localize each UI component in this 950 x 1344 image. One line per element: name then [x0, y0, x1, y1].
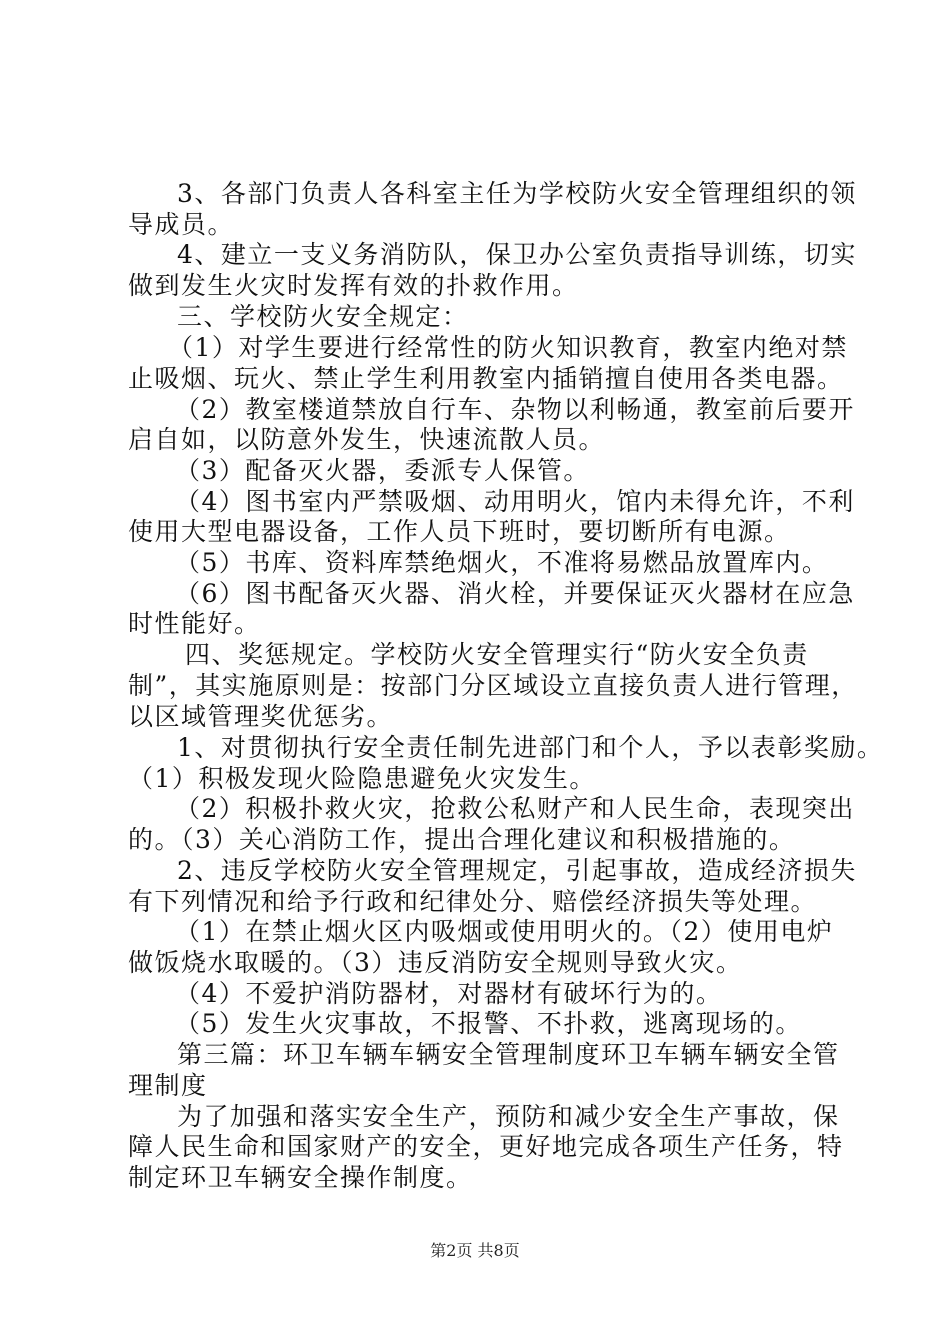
paragraph-line: （1）在禁止烟火区内吸烟或使用明火的。（2）使用电炉 — [175, 917, 834, 946]
paragraph-line: （3）配备灭火器，委派专人保管。 — [175, 456, 590, 485]
section-heading: 理制度 — [128, 1071, 208, 1100]
paragraph-line: （2）教室楼道禁放自行车、杂物以利畅通，教室前后要开 — [175, 395, 855, 424]
paragraph-line: 制”，其实施原则是：按部门分区域设立直接负责人进行管理， — [128, 671, 858, 700]
paragraph-line: （6）图书配备灭火器、消火栓，并要保证灭火器材在应急 — [175, 579, 855, 608]
page-footer: 第2页 共8页 — [430, 1241, 520, 1260]
paragraph-line: （2）积极扑救火灾，抢救公私财产和人民生命，表现突出 — [175, 794, 855, 823]
paragraph-line: 导成员。 — [128, 210, 235, 239]
paragraph-line: 3、各部门负责人各科室主任为学校防火安全管理组织的领 — [177, 179, 857, 208]
paragraph-line: 的。（3）关心消防工作，提出合理化建议和积极措施的。 — [128, 825, 796, 854]
paragraph-line: 为了加强和落实安全生产，预防和减少安全生产事故，保 — [177, 1102, 840, 1131]
section-heading: 四、奖惩规定。学校防火安全管理实行“防火安全负责 — [185, 640, 809, 669]
paragraph-line: 时性能好。 — [128, 609, 261, 638]
paragraph-line: （5）书库、资料库禁绝烟火，不准将易燃品放置库内。 — [175, 548, 829, 577]
section-heading: 三、学校防火安全规定： — [177, 302, 469, 331]
paragraph-line: 做饭烧水取暖的。（3）违反消防安全规则导致火灾。 — [128, 948, 743, 977]
paragraph-line: 止吸烟、玩火、禁止学生利用教室内插销擅自使用各类电器。 — [128, 364, 844, 393]
paragraph-line: （4）图书室内严禁吸烟、动用明火，馆内未得允许，不利 — [175, 487, 855, 516]
paragraph-line: 1、对贯彻执行安全责任制先进部门和个人，予以表彰奖励。 — [177, 733, 884, 762]
paragraph-line: 4、建立一支义务消防队，保卫办公室负责指导训练，切实 — [177, 240, 857, 269]
paragraph-line: 启自如，以防意外发生，快速流散人员。 — [128, 425, 606, 454]
paragraph-line: 做到发生火灾时发挥有效的扑救作用。 — [128, 271, 579, 300]
paragraph-line: 以区域管理奖优惩劣。 — [128, 702, 394, 731]
paragraph-line: （1）对学生要进行经常性的防火知识教育，教室内绝对禁 — [168, 333, 848, 362]
paragraph-line: （4）不爱护消防器材，对器材有破坏行为的。 — [175, 979, 723, 1008]
section-heading: 第三篇：环卫车辆车辆安全管理制度环卫车辆车辆安全管 — [177, 1040, 840, 1069]
paragraph-line: （1）积极发现火险隐患避免火灾发生。 — [128, 764, 596, 793]
paragraph-line: 2、违反学校防火安全管理规定，引起事故，造成经济损失 — [177, 856, 857, 885]
paragraph-line: 有下列情况和给予行政和纪律处分、赔偿经济损失等处理。 — [128, 887, 818, 916]
paragraph-line: 障人民生命和国家财产的安全，更好地完成各项生产任务，特 — [128, 1132, 844, 1161]
paragraph-line: 制定环卫车辆安全操作制度。 — [128, 1163, 473, 1192]
paragraph-line: （5）发生火灾事故，不报警、不扑救，逃离现场的。 — [175, 1009, 802, 1038]
paragraph-line: 使用大型电器设备，工作人员下班时，要切断所有电源。 — [128, 517, 791, 546]
